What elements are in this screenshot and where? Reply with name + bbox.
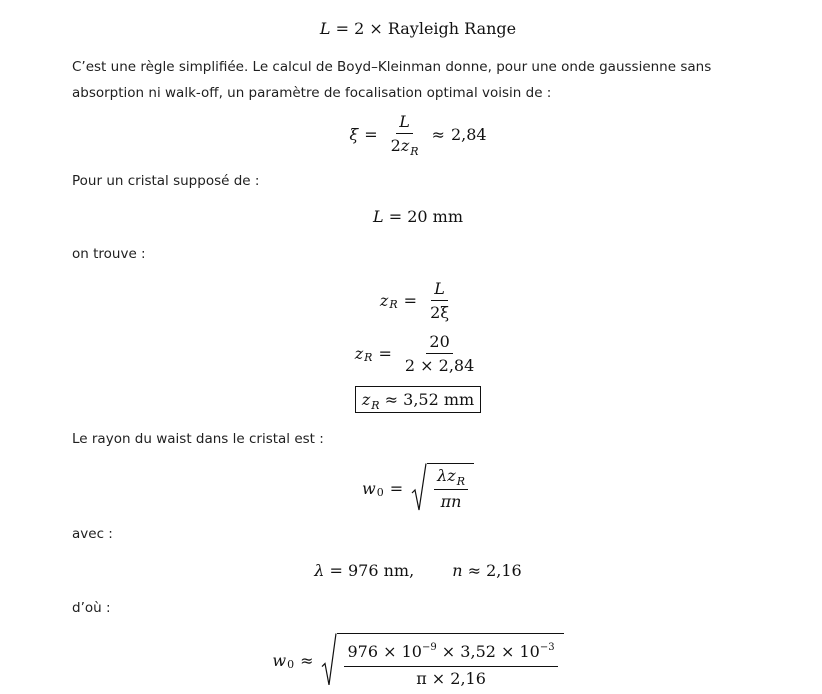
eq-variable: w [272,650,287,670]
eq-symbol: L [319,18,331,38]
fraction-denominator: π × 2,16 [416,668,486,688]
eq-rhs: = 2 × Rayleigh Range [335,18,517,38]
den-variable: z [400,135,410,155]
eq-subscript: R [371,398,380,412]
equation-crystal-length [0,202,822,230]
fraction [388,112,422,157]
eq-subscript: R [364,350,373,364]
paragraph-avec: avec : [72,526,113,542]
eq-operator: = [364,124,378,144]
radicand [337,633,563,688]
eq-operator: = [378,343,392,363]
lambda-symbol: λ [314,560,325,580]
eq-variable: w [362,478,376,498]
fraction-numerator: 20 [426,332,452,354]
index-value: ≈ 2,16 [467,560,522,580]
eq-operator: = [403,290,418,310]
eq-operator: ≈ [431,124,445,144]
numerator-subscript: R [456,475,465,488]
equation-parameters [0,556,822,584]
paragraph-on-trouve: on trouve : [72,246,146,262]
radicand [427,463,474,513]
eq-subscript: R [389,297,398,311]
lambda-value: = 976 nm, [329,560,415,580]
fraction-numerator [344,636,557,667]
equation-rayleigh-result [0,384,822,414]
fraction-denominator: πn [440,492,462,511]
equation-waist-numeric [0,632,822,688]
fraction [402,332,477,375]
eq-rhs: = 20 mm [388,206,463,226]
eq-operator: ≈ [300,650,314,670]
equation-focusing-parameter [0,110,822,158]
eq-variable: z [361,389,371,409]
fraction-numerator: L [431,279,448,301]
numerator-text: λz [437,466,456,485]
fraction-denominator: 2 × 2,84 [404,355,475,375]
result-box [355,386,481,413]
index-symbol: n [452,560,463,580]
exponent-a: −9 [421,641,437,653]
eq-operator: = [389,478,404,498]
fraction-numerator [434,466,468,490]
equation-rayleigh-general [0,276,822,324]
square-root [411,463,474,513]
eq-variable: z [379,290,389,310]
radical-sign-icon [321,633,337,688]
fraction [434,466,468,511]
equation-waist-general [0,462,822,514]
paragraph-waist: Le rayon du waist dans le cristal est : [72,431,324,447]
eq-subscript: 0 [287,657,295,671]
fraction-denominator: 2ξ [430,302,450,322]
eq-symbol: ξ [349,124,359,144]
radical-sign-icon [411,463,427,513]
eq-value: 2,84 [450,124,487,144]
exponent-b: −3 [539,641,555,653]
fraction-numerator: L [396,112,413,134]
paragraph-dou: d’où : [72,600,111,616]
fraction [344,636,557,688]
fraction-denominator [388,134,422,157]
paragraph-boyd-kleinman: C’est une règle simplifiée. Le calcul de Boyd–Kleinman donne, pour une onde gaussienne sans absorption ni walk-off, un paramètre de focalisation optimal voisin de : [72,59,712,101]
den-coefficient: 2 [390,135,401,155]
eq-symbol: L [373,206,384,226]
numerator-part-a: 976 × 10 [347,641,422,661]
den-subscript: R [410,144,419,158]
equation-rayleigh-numeric [0,329,822,377]
eq-subscript: 0 [376,485,384,499]
square-root [321,633,563,688]
numerator-part-b: × 3,52 × 10 [436,641,540,661]
eq-rhs: ≈ 3,52 mm [384,389,475,409]
paragraph-crystal: Pour un cristal supposé de : [72,173,260,189]
eq-variable: z [354,343,364,363]
fraction [427,279,452,322]
equation-length-rule [0,14,822,42]
